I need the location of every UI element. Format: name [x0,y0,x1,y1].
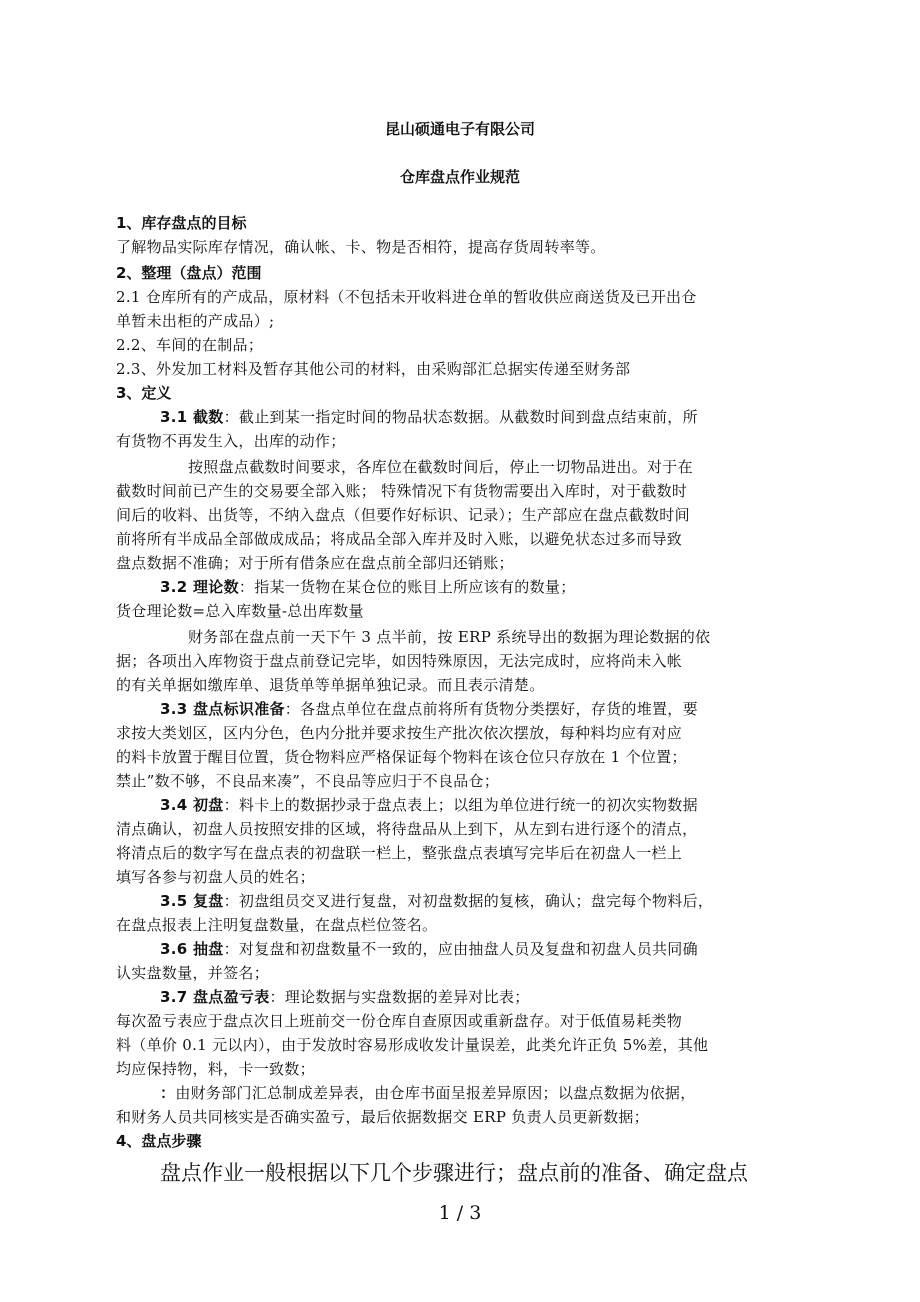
definition-3-5: 3.5 复盘：初盘组员交叉进行复盘，对初盘数据的复核，确认；盘完每个物料后， [160,892,714,910]
term-label: 3.3 盘点标识准备 [160,700,285,718]
term-label: 3.5 复盘 [160,892,224,910]
text-line: 2.1 仓库所有的产成品，原材料（不包括未开收料进仓单的暂收供应商送货及已开出仓 [116,288,697,306]
text-line: 2.3、外发加工材料及暂存其他公司的材料，由采购部汇总据实传递至财务部 [116,360,631,378]
text-line: 禁止”数不够，不良品来凑”，不良品等应归于不良品仓； [116,772,500,790]
text-line: 按照盘点截数时间要求，各库位在截数时间后，停止一切物品进出。对于在 [188,458,693,476]
text-line: 求按大类划区，区内分色，色内分批并要求按生产批次依次摆放，每种料均应有对应 [116,724,683,742]
text-line: 料（单价 0.1 元以内），由于发放时容易形成收发计量误差，此类允许正负 5%差，其他 [116,1036,709,1054]
text-line: 清点确认，初盘人员按照安排的区域，将待盘品从上到下，从左到右进行逐个的清点， [116,820,698,838]
text-line: 前将所有半成品全部做成成品；将成品全部入库并及时入账，以避免状态过多而导致 [116,530,683,548]
text-line: 的料卡放置于醒目位置，货仓物料应严格保证每个物料在该仓位只存放在 1 个位置； [116,748,687,766]
text-line: 和财务人员共同核实是否确实盈亏，最后依据数据交 ERP 负责人员更新数据； [116,1108,649,1126]
section-2-heading: 2、整理（盘点）范围 [116,264,262,282]
term-label: 3.2 理论数 [160,578,239,596]
definition-3-2: 3.2 理论数：指某一货物在某仓位的账目上所应该有的数量； [160,578,576,596]
term-label: 3.1 截数 [160,408,224,426]
term-label: 3.4 初盘 [160,796,224,814]
text-line: 据；各项出入库物资于盘点前登记完毕，如因特殊原因，无法完成时，应将尚未入帐 [116,652,683,670]
definition-3-4: 3.4 初盘：料卡上的数据抄录于盘点表上；以组为单位进行统一的初次实物数据 [160,796,698,814]
text-line-large: 盘点作业一般根据以下几个步骤进行；盘点前的准备、确定盘点 [160,1161,748,1185]
section-3-heading: 3、定义 [116,384,172,402]
document-title: 仓库盘点作业规范 [399,168,520,186]
text-line: 货仓理论数=总入库数量-总出库数量 [116,602,364,620]
text-line: 2.2、车间的在制品； [116,336,264,354]
definition-3-1: 3.1 截数：截止到某一指定时间的物品状态数据。从截数时间到盘点结束前，所 [160,408,698,426]
text-line: 财务部在盘点前一天下午 3 点半前，按 ERP 系统导出的数据为理论数据的依 [188,628,711,646]
text-line: 截数时间前已产生的交易要全部入账； 特殊情况下有货物需要出入库时，对于截数时 [116,482,688,500]
text-line: 单暂未出柜的产成品）; [116,312,275,330]
section-1-heading: 1、库存盘点的目标 [116,214,247,232]
text-line: 有货物不再发生入，出库的动作； [116,432,346,450]
text-line: 将清点后的数字写在盘点表的初盘联一栏上，整张盘点表填写完毕后在初盘人一栏上 [116,844,683,862]
page-number: 1 / 3 [438,1202,482,1224]
text-line: 间后的收料、出货等，不纳入盘点（但要作好标识、记录）；生产部应在盘点截数时间 [116,506,690,524]
text-line: 了解物品实际库存情况，确认帐、卡、物是否相符，提高存货周转率等。 [116,238,606,256]
text-line: 盘点数据不准确；对于所有借条应在盘点前全部归还销账； [116,554,514,572]
definition-3-8: ：由财务部门汇总制成差异表，由仓库书面呈报差异原因；以盘点数据为依据， [160,1084,696,1102]
definition-3-6: 3.6 抽盘：对复盘和初盘数量不一致的，应由抽盘人员及复盘和初盘人员共同确 [160,940,698,958]
term-label: 3.6 抽盘 [160,940,224,958]
text-line: 均应保持物，料，卡一致数； [116,1060,315,1078]
term-label: 3.7 盘点盈亏表 [160,988,270,1006]
section-4-heading: 4、盘点步骤 [116,1132,202,1150]
text-line: 认实盘数量，并签名； [116,964,270,982]
text-line: 的有关单据如缴库单、退货单等单据单独记录。而且表示清楚。 [116,676,545,694]
company-title: 昆山硕通电子有限公司 [384,120,535,138]
text-line: 每次盈亏表应于盘点次日上班前交一份仓库自查原因或重新盘存。对于低值易耗类物 [116,1012,683,1030]
text-line: 在盘点报表上注明复盘数量，在盘点栏位签名。 [116,916,438,934]
definition-3-3: 3.3 盘点标识准备：各盘点单位在盘点前将所有货物分类摆好，存货的堆置，要 [160,700,698,718]
text-line: 填写各参与初盘人员的姓名； [116,868,315,886]
definition-3-7: 3.7 盘点盈亏表：理论数据与实盘数据的差异对比表； [160,988,530,1006]
term-label: ： [160,1084,176,1102]
